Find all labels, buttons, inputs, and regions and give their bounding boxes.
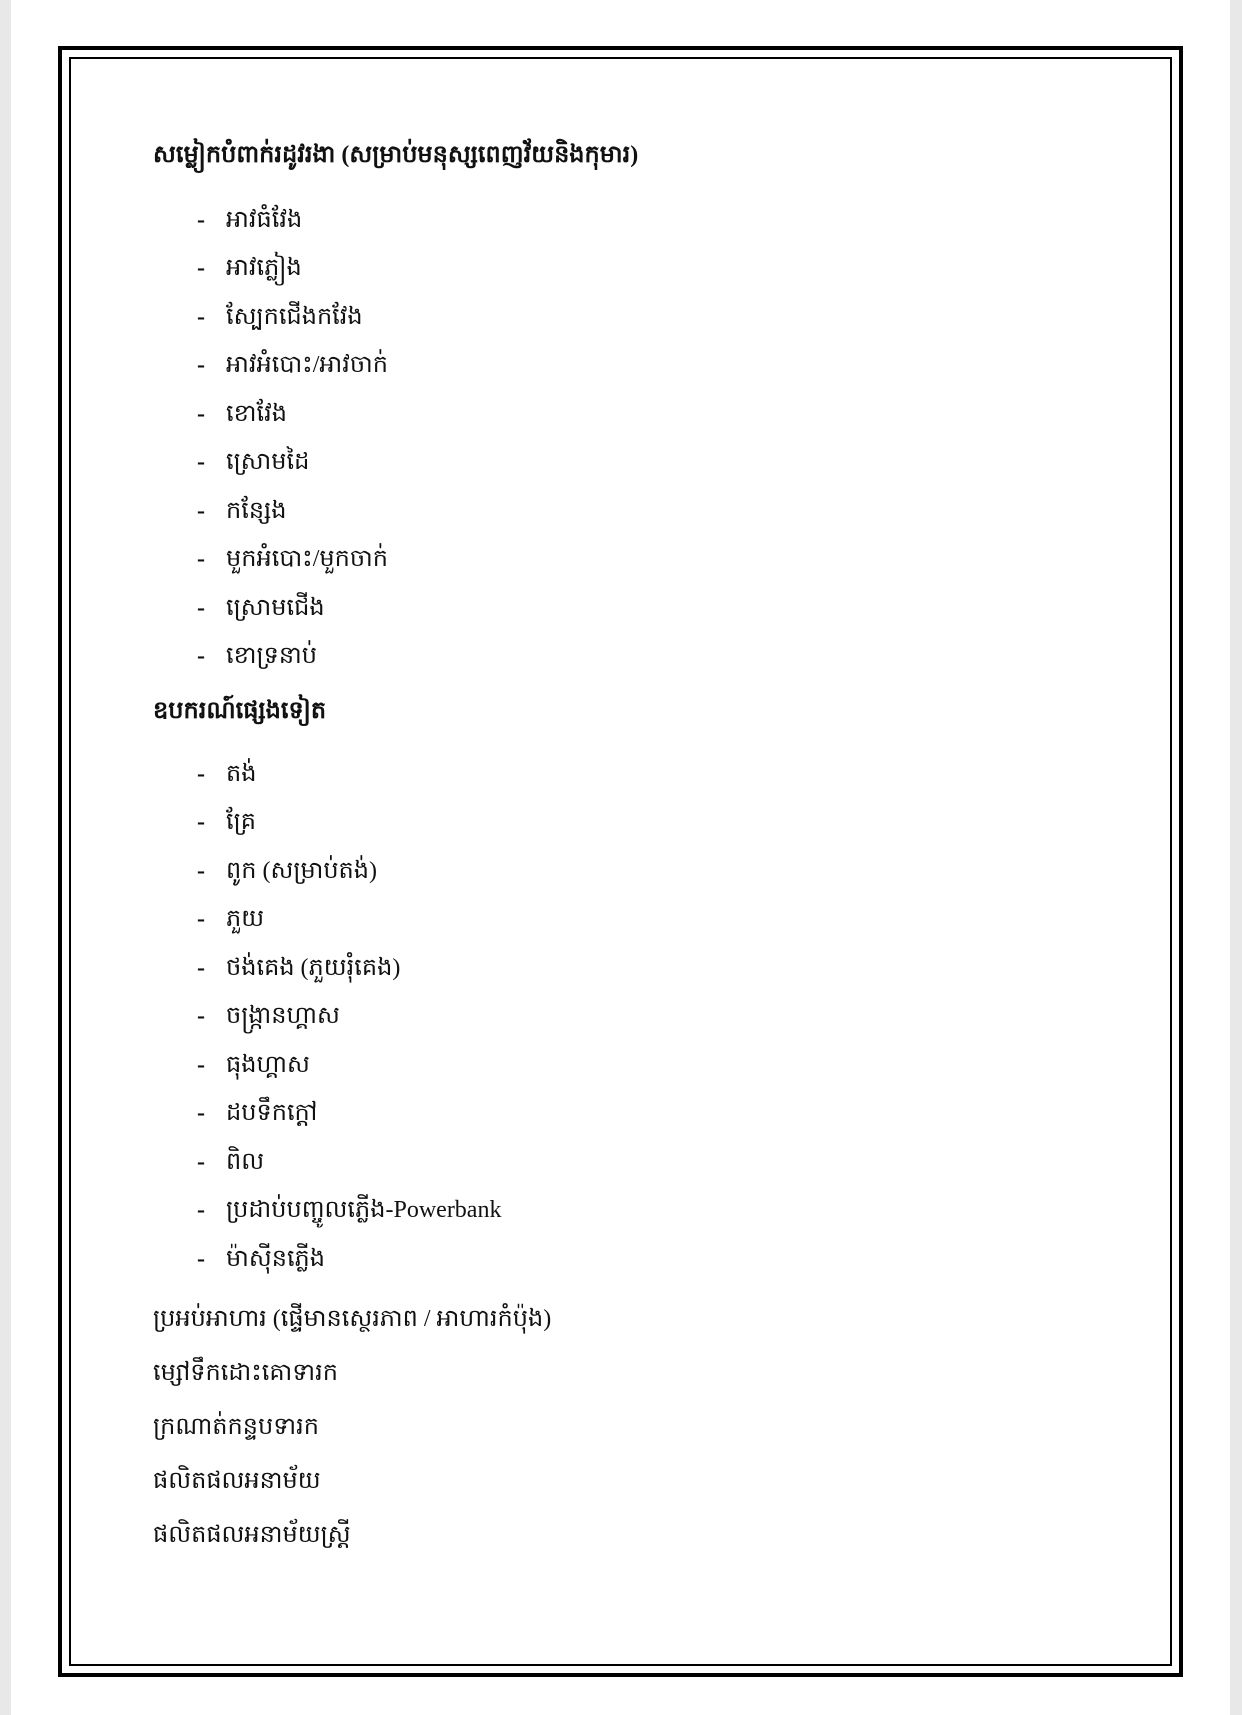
list-item xyxy=(153,1089,1153,1138)
list-item xyxy=(153,1041,1153,1090)
list-item-text: ម៉ាស៊ីនភ្លើង xyxy=(226,1245,326,1272)
list-item xyxy=(153,632,1153,681)
list-item-text: ចង្ក្រានហ្គាស xyxy=(226,1003,340,1029)
list-item-text: ថង់គេង (ភួយរុំគេង) xyxy=(226,954,401,981)
list-item xyxy=(153,293,1153,342)
list-item xyxy=(153,798,1153,847)
list-item xyxy=(153,895,1153,944)
list-item-text: អាវធំវែង xyxy=(226,206,303,233)
list-item xyxy=(153,944,1153,993)
document-content xyxy=(153,131,1153,1562)
additional-item: ប្រអប់អាហារ (ផ្ទើមានស្ថេរភាព / អាហារកំប៉ុង) xyxy=(153,1305,552,1332)
list-item-text: ស្រោមដៃ xyxy=(226,449,310,475)
list-item-text: ដបទឹកក្តៅ xyxy=(226,1100,318,1126)
bullet-dash: - xyxy=(197,954,205,981)
bullet-dash: - xyxy=(197,206,205,233)
bullet-dash: - xyxy=(197,352,205,378)
bullet-dash: - xyxy=(197,1100,205,1126)
list-item-text: ពូក (សម្រាប់តង់) xyxy=(226,857,378,884)
list-item xyxy=(153,750,1153,799)
list-item xyxy=(153,196,1153,245)
list-item-text: ស្រោមជើង xyxy=(226,594,325,621)
list-item xyxy=(153,1138,1153,1187)
bullet-dash: - xyxy=(197,303,205,330)
heading-other-equipment: ឧបករណ៍ផ្សេងទៀត xyxy=(153,697,327,724)
bullet-dash: - xyxy=(197,906,205,932)
other-equipment-list xyxy=(153,750,1153,1284)
bullet-dash: - xyxy=(197,1051,205,1078)
bullet-dash: - xyxy=(197,857,205,884)
bullet-dash: - xyxy=(197,497,205,524)
bullet-dash: - xyxy=(197,1148,205,1175)
bullet-dash: - xyxy=(197,255,205,281)
list-item-text: កន្សែង xyxy=(226,497,287,524)
list-item xyxy=(153,341,1153,390)
list-item xyxy=(153,1235,1153,1284)
bullet-dash: - xyxy=(197,449,205,475)
list-item-text: ខោទ្រនាប់ xyxy=(226,643,317,669)
list-item xyxy=(153,992,1153,1041)
list-item-text: ខោវែង xyxy=(226,400,287,427)
list-item xyxy=(153,487,1153,536)
list-item xyxy=(153,847,1153,896)
heading-winter-clothing: សម្លៀកបំពាក់រដូវរងា (សម្រាប់មនុស្សពេញវ័យនិងកុមារ) xyxy=(153,142,639,168)
list-item xyxy=(153,438,1153,487)
list-item-text: ភួយ xyxy=(226,906,265,932)
list-item-text: អាវអំបោះ/អាវចាក់ xyxy=(226,352,388,378)
additional-item: ផលិតផលអនាម័យ xyxy=(153,1467,321,1494)
list-item-text: ស្បែកជើងកវែង xyxy=(226,303,363,330)
additional-items xyxy=(153,1292,1153,1562)
list-item xyxy=(153,1186,1153,1235)
bullet-dash: - xyxy=(197,1003,205,1029)
list-item-text: តង់ xyxy=(226,760,257,787)
bullet-dash: - xyxy=(197,1245,205,1272)
bullet-dash: - xyxy=(197,1197,205,1223)
bullet-dash: - xyxy=(197,760,205,787)
list-item xyxy=(153,584,1153,633)
list-item xyxy=(153,390,1153,439)
list-item-text: គ្រែ xyxy=(226,809,256,835)
list-item-text: អាវភ្លៀង xyxy=(226,255,302,281)
list-item-text: ប្រដាប់បញ្ចូលភ្លើង-Powerbank xyxy=(226,1197,502,1223)
additional-item: ផលិតផលអនាម័យស្ត្រី xyxy=(153,1521,351,1548)
bullet-dash: - xyxy=(197,594,205,621)
bullet-dash: - xyxy=(197,643,205,669)
list-item-text: ធុងហ្គាស xyxy=(226,1051,310,1078)
winter-clothing-list xyxy=(153,196,1153,681)
additional-item: ម្សៅទឹកដោះគោទារក xyxy=(153,1359,338,1386)
list-item-text: ពិល xyxy=(226,1148,265,1175)
additional-item: ក្រណាត់កន្ទបទារក xyxy=(153,1413,319,1440)
bullet-dash: - xyxy=(197,809,205,835)
list-item-text: មួកអំបោះ/មួកចាក់ xyxy=(226,546,388,572)
bullet-dash: - xyxy=(197,546,205,572)
list-item xyxy=(153,244,1153,293)
bullet-dash: - xyxy=(197,400,205,427)
list-item xyxy=(153,535,1153,584)
